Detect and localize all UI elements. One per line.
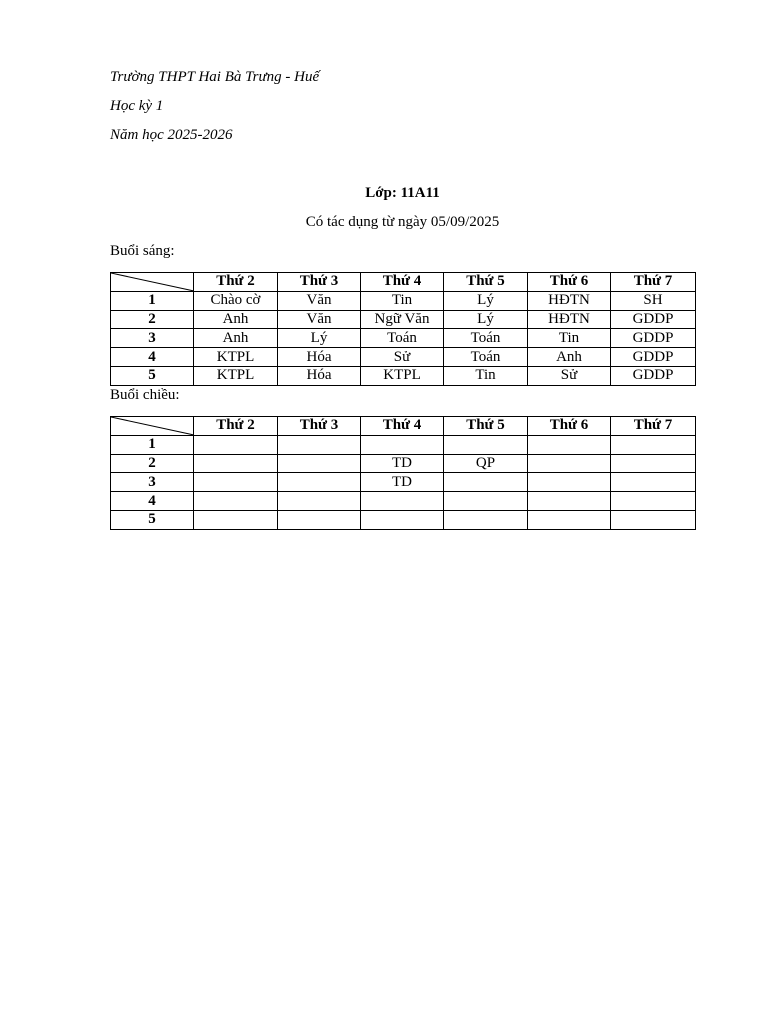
period-number: 3 [111, 473, 194, 492]
subject-cell: Ngữ Văn [361, 310, 444, 329]
day-header: Thứ 6 [528, 273, 611, 292]
period-number: 5 [111, 366, 194, 385]
subject-cell [528, 454, 611, 473]
table-row [111, 435, 696, 454]
day-header: Thứ 3 [278, 417, 361, 436]
school-year: Năm học 2025-2026 [110, 127, 233, 143]
subject-cell: Toán [444, 329, 528, 348]
school-name: Trường THPT Hai Bà Trưng - Huế [110, 69, 320, 85]
subject-cell: Hóa [278, 348, 361, 367]
subject-cell: HĐTN [528, 310, 611, 329]
subject-cell: Lý [444, 310, 528, 329]
subject-cell: Tin [528, 329, 611, 348]
period-number: 4 [111, 492, 194, 511]
subject-cell [194, 492, 278, 511]
morning-session-label: Buổi sáng: [110, 243, 175, 259]
subject-cell: HĐTN [528, 291, 611, 310]
subject-cell [361, 492, 444, 511]
diagonal-line [111, 273, 193, 291]
period-number: 2 [111, 310, 194, 329]
subject-cell: GDDP [611, 310, 696, 329]
period-number: 3 [111, 329, 194, 348]
corner-cell [111, 273, 194, 292]
subject-cell: KTPL [194, 348, 278, 367]
subject-cell [444, 492, 528, 511]
period-number: 1 [111, 435, 194, 454]
subject-cell: Sử [361, 348, 444, 367]
subject-cell [278, 454, 361, 473]
subject-cell [611, 510, 696, 529]
subject-cell [278, 473, 361, 492]
period-number: 5 [111, 510, 194, 529]
term-label: Học kỳ 1 [110, 98, 164, 114]
day-header: Thứ 4 [361, 273, 444, 292]
effective-date: Có tác dụng từ ngày 05/09/2025 [305, 214, 500, 230]
table-row [111, 473, 696, 492]
subject-cell [278, 435, 361, 454]
subject-cell [611, 454, 696, 473]
subject-cell [444, 435, 528, 454]
subject-cell [194, 454, 278, 473]
period-number: 1 [111, 291, 194, 310]
subject-cell [444, 510, 528, 529]
subject-cell: Sử [528, 366, 611, 385]
corner-cell [111, 417, 194, 436]
afternoon-timetable [110, 416, 696, 530]
table-row [111, 329, 696, 348]
period-number: 2 [111, 454, 194, 473]
day-header: Thứ 2 [194, 417, 278, 436]
subject-cell: GDDP [611, 329, 696, 348]
table-row [111, 454, 696, 473]
diagonal-line [111, 417, 193, 435]
day-header: Thứ 3 [278, 273, 361, 292]
subject-cell: GDDP [611, 348, 696, 367]
day-header: Thứ 5 [444, 273, 528, 292]
subject-cell [611, 435, 696, 454]
subject-cell [528, 492, 611, 511]
subject-cell [361, 435, 444, 454]
subject-cell: Anh [194, 310, 278, 329]
subject-cell: Hóa [278, 366, 361, 385]
subject-cell: Toán [361, 329, 444, 348]
subject-cell: KTPL [361, 366, 444, 385]
subject-cell: Chào cờ [194, 291, 278, 310]
day-header: Thứ 2 [194, 273, 278, 292]
subject-cell [361, 510, 444, 529]
subject-cell [444, 473, 528, 492]
period-number: 4 [111, 348, 194, 367]
subject-cell [528, 435, 611, 454]
subject-cell: Tin [361, 291, 444, 310]
subject-cell: TD [361, 454, 444, 473]
table-row [111, 310, 696, 329]
subject-cell: Toán [444, 348, 528, 367]
subject-cell [194, 473, 278, 492]
day-header: Thứ 7 [611, 417, 696, 436]
table-row [111, 291, 696, 310]
subject-cell: Anh [528, 348, 611, 367]
day-header: Thứ 6 [528, 417, 611, 436]
table-header-row [111, 417, 696, 436]
subject-cell: KTPL [194, 366, 278, 385]
subject-cell [194, 435, 278, 454]
table-row [111, 510, 696, 529]
table-row [111, 492, 696, 511]
subject-cell [528, 473, 611, 492]
subject-cell [278, 492, 361, 511]
subject-cell [194, 510, 278, 529]
subject-cell: TD [361, 473, 444, 492]
subject-cell [611, 473, 696, 492]
subject-cell: Anh [194, 329, 278, 348]
subject-cell: Lý [278, 329, 361, 348]
day-header: Thứ 7 [611, 273, 696, 292]
afternoon-session-label: Buổi chiều: [110, 387, 180, 403]
day-header: Thứ 4 [361, 417, 444, 436]
morning-timetable [110, 272, 696, 386]
subject-cell [278, 510, 361, 529]
subject-cell: Văn [278, 310, 361, 329]
subject-cell [611, 492, 696, 511]
subject-cell: SH [611, 291, 696, 310]
subject-cell [528, 510, 611, 529]
subject-cell: Văn [278, 291, 361, 310]
subject-cell: GDDP [611, 366, 696, 385]
subject-cell: Lý [444, 291, 528, 310]
table-row [111, 348, 696, 367]
subject-cell: QP [444, 454, 528, 473]
day-header: Thứ 5 [444, 417, 528, 436]
class-title: Lớp: 11A11 [365, 185, 440, 201]
table-header-row [111, 273, 696, 292]
table-row [111, 366, 696, 385]
subject-cell: Tin [444, 366, 528, 385]
